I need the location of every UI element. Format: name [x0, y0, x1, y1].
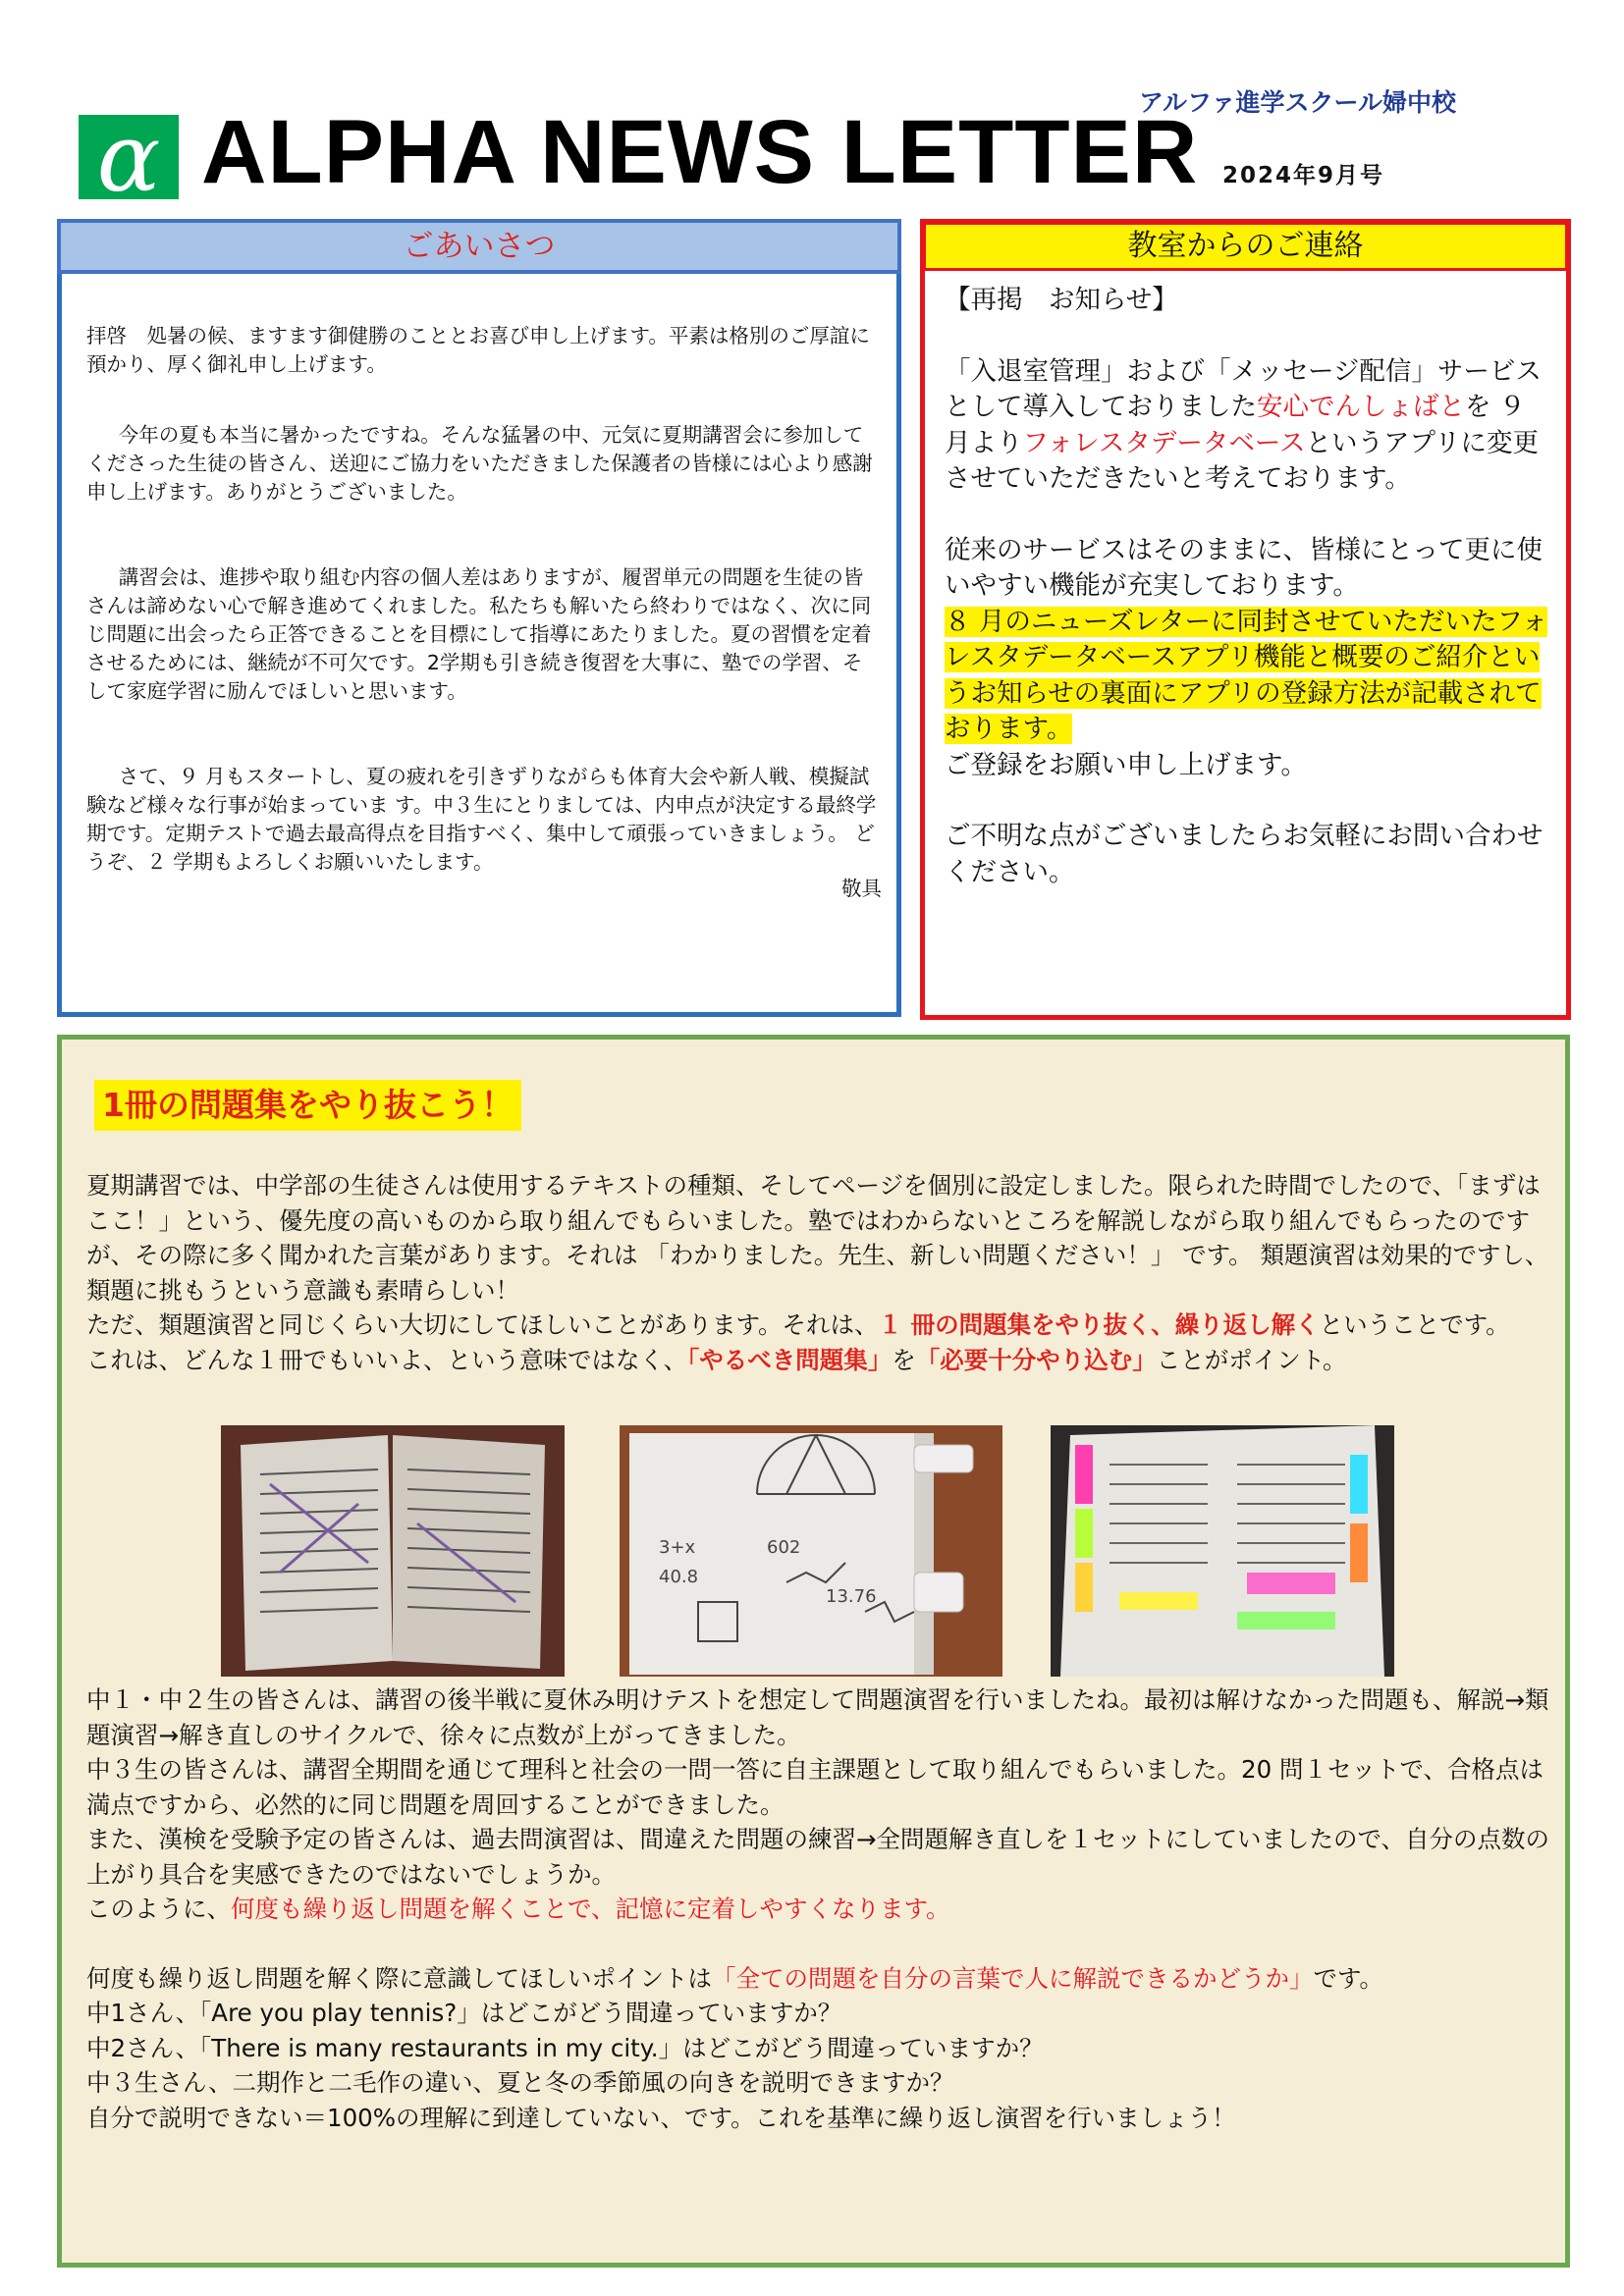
school-name: アルファ進学スクール婦中校 [1139, 88, 1457, 117]
notice-line [945, 354, 1553, 498]
notice-line: 従来のサービスはそのままに、皆様にとって更に使いやすい機能が充実しております。 [945, 534, 1543, 601]
article-paragraph [86, 1343, 1551, 1378]
notice-heading: 教室からのご連絡 [923, 222, 1568, 271]
svg-text:602: 602 [767, 1537, 801, 1558]
greeting-paragraph: さて、９ 月もスタートし、夏の疲れを引きずりながらも体育大会や新人戦、模擬試験など様々な行事が始まっていま す。中３生にとりましては、内申点が決定する最終学期です。定期テストで過去最高得点を目指すべく、集中して頑張っていきましょう。 どうぞ、２ 学期もよろしくお願いいたします。 [86, 765, 877, 874]
emphasis-text: 「全ての問題を自分の言葉で人に解説できるかどうか」 [712, 1963, 1314, 1993]
svg-text:3+x: 3+x [659, 1537, 696, 1558]
new-app-name: フォレスタデータベース [1022, 427, 1306, 458]
article-paragraph [86, 1892, 1551, 1927]
emphasis-text: 「やるべき問題集」 [687, 1345, 893, 1374]
article-paragraph [86, 1961, 1551, 1997]
article-paragraph: 中１・中２生の皆さんは、講習の後半戦に夏休み明けテストを想定して問題演習を行いましたね。最初は解けなかった問題も、解説→類題演習→解き直しのサイクルで、徐々に点数が上がってきました。 [86, 1685, 1549, 1749]
article-text: 何度も繰り返し問題を解く際に意識してほしいポイントは [86, 1963, 712, 1993]
emphasis-text: 「必要十分やり込む」 [915, 1345, 1157, 1374]
logo-letter: α [96, 103, 161, 213]
article-text: です。 [1313, 1963, 1384, 1993]
notice-highlight [945, 605, 1553, 748]
notice-line: 【再掲 お知らせ】 [945, 285, 1178, 315]
worn-textbook-photo [221, 1425, 565, 1677]
greeting-body [86, 322, 882, 945]
article-paragraph: 自分で説明できない＝100%の理解に到達していない、です。これを基準に繰り返し演習を行いましょう！ [86, 2103, 1236, 2132]
article-text: ということです。 [1319, 1310, 1510, 1339]
greeting-heading: ごあいさつ [57, 219, 901, 274]
article-paragraph: また、漢検を受験予定の皆さんは、過去問演習は、間違えた問題の練習→全問題解き直しを１セットにしていましたので、自分の点数の上がり具合を実感できたのではないでしょうか。 [86, 1825, 1550, 1889]
notice-line: ご登録をお願い申し上げます。 [945, 749, 1307, 780]
alpha-logo [79, 103, 179, 213]
article-intro [86, 1168, 1551, 1377]
article-text: ことがポイント。 [1156, 1345, 1347, 1374]
greeting-paragraph: 拝啓 処暑の候、ますます御健勝のこととお喜び申し上げます。平素は格別のご厚誼に預かり、厚く御礼申し上げます。 [86, 324, 870, 376]
old-service-name: 安心でんしょばと [1257, 392, 1465, 422]
question-line: 中３生さん、二期作と二毛作の違い、夏と冬の季節風の向きを説明できますか？ [86, 2068, 954, 2097]
newsletter-title: ALPHA NEWS LETTER [201, 102, 1199, 202]
greeting-paragraph: 今年の夏も本当に暑かったですね。そんな猛暑の中、元気に夏期講習会に参加してくださった生徒の皆さん、送迎にご協力をいただきました保護者の皆様には心より感謝申し上げます。ありがとうございました。 [86, 423, 873, 504]
emphasis-text: 何度も繰り返し問題を解くことで、記憶に定着しやすくなります。 [231, 1895, 950, 1923]
notice-text: を ９ 月より [945, 392, 1526, 458]
svg-text:13.76: 13.76 [826, 1586, 877, 1607]
notice-line: ご不明な点がございましたらお気軽にお問い合わせください。 [945, 821, 1543, 887]
article-text: このように、 [86, 1895, 231, 1923]
question-line: 中2さん、「There is many restaurants in my city.」はどこがどう間違っていますか？ [86, 2033, 1044, 2062]
article-paragraph: 夏期講習では、中学部の生徒さんは使用するテキストの種類、そしてページを個別に設定しました。限られた時間でしたので、「まずはここ！」という、優先度の高いものから取り組んでもらいました。塾ではわからないところを解説しながら取り組んでもらったのですが、その際に多く聞かれた言葉があります。それは 「わかりました。先生、新しい問題ください！」 です。 類題演習は効果的ですし、類題に挑もうという意識も素晴らしい！ [86, 1171, 1549, 1305]
emphasis-text: １ 冊の問題集をやり抜く、繰り返し解く [878, 1310, 1320, 1339]
article-text: これは、どんな１冊でもいいよ、という意味ではなく、 [86, 1345, 688, 1374]
highlighted-text: ８ 月のニューズレターに同封させていただいたフォレスタデータベースアプリ機能と概要のご紹介というお知らせの裏面にアプリの登録方法が記載されております。 [945, 606, 1548, 744]
article-paragraph [86, 1308, 1551, 1343]
notice-text: というアプリに変更させていただきたいと考えております。 [945, 427, 1540, 494]
handwritten-math-notes-photo [620, 1425, 1002, 1677]
article-text: を [892, 1345, 916, 1374]
greeting-closing: 敬具 [841, 877, 882, 900]
article-text: ただ、類題演習と同じくらい大切にしてほしいことがあります。それは、 [86, 1310, 879, 1339]
greeting-paragraph: 講習会は、進捗や取り組む内容の個人差はありますが、履習単元の問題を生徒の皆さんは諦めない心で解き進めてくれました。私たちも解いたら終わりではなく、次に同じ問題に出会ったら正答できることを目標にして指導にあたりました。夏の習慣を定着させるためには、継続が不可欠です。2学期も引き続き復習を大事に、塾での学習、そして家庭学習に励んでほしいと思います。 [86, 565, 872, 703]
issue-date: 2024年9月号 [1222, 163, 1385, 188]
article-paragraph: 中３生の皆さんは、講習全期間を通じて理科と社会の一問一答に自主課題として取り組んでもらいました。20 問１セットで、合格点は満点ですから、必然的に同じ問題を周回することができました。 [86, 1755, 1543, 1819]
article-body [86, 1682, 1551, 2135]
notice-text: 「入退室管理」および「メッセージ配信」サービスとして導入しておりました [945, 355, 1542, 422]
article-title: 1冊の問題集をやり抜こう！ [94, 1080, 521, 1131]
notice-body [945, 283, 1553, 890]
svg-text:40.8: 40.8 [659, 1567, 699, 1587]
highlighted-workbook-photo [1051, 1425, 1394, 1677]
question-line: 中1さん、「Are you play tennis?」はどこがどう間違っていますか？ [86, 1999, 842, 2027]
